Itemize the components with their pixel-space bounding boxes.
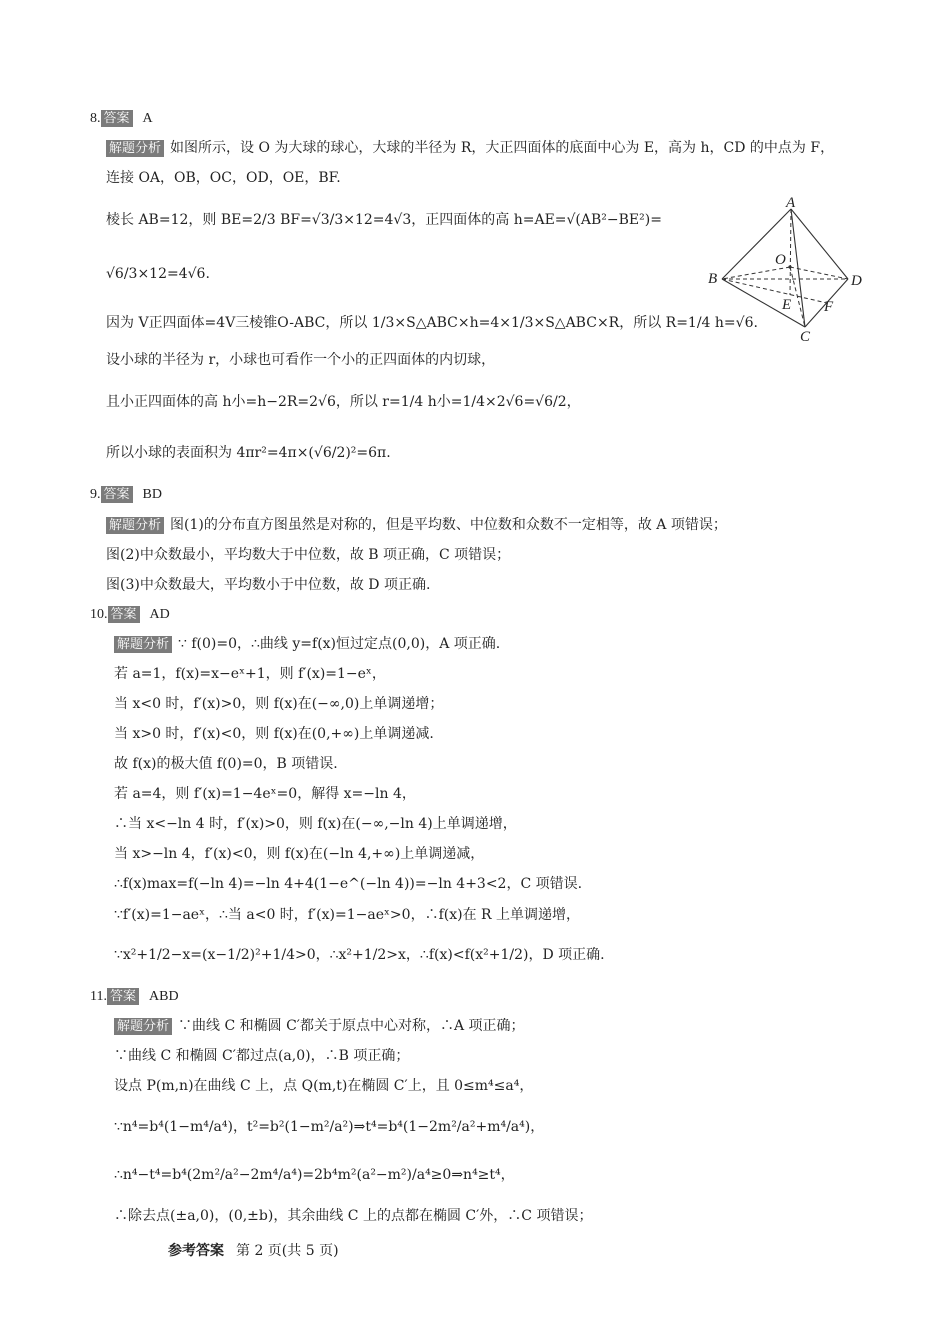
q11-line-4: ∵n⁴=b⁴(1−m⁴/a⁴)，t²=b²(1−m²/a²)⇒t⁴=b⁴(1−2m²/a²+m⁴/a⁴)，: [114, 1119, 545, 1135]
q11-line-1: 解题分析 ∵曲线 C 和椭圆 C′都关于原点中心对称，∴A 项正确；: [114, 1016, 525, 1036]
q8-header: [90, 108, 153, 129]
q9-header: [90, 484, 162, 505]
q11-answer: ABD: [149, 989, 179, 1004]
q10-line-2: 若 a=1，f(x)=x−eˣ+1，则 f′(x)=1−eˣ，: [114, 666, 386, 682]
q10-number: 10.: [90, 607, 108, 622]
q10-line-7: ∴当 x<−ln 4 时，f′(x)>0，则 f(x)在(−∞,−ln 4)上单调递增，: [114, 816, 517, 832]
q9-number: 9.: [90, 487, 101, 502]
q8-line-4: √6/3×12=4√6.: [106, 266, 210, 282]
analysis-tag: 解题分析: [114, 1018, 172, 1035]
vertex-b-label: B: [708, 271, 718, 287]
q11-line-6: ∴除去点(±a,0)，(0,±b)，其余曲线 C 上的点都在椭圆 C′外，∴C 项错误；: [114, 1208, 593, 1224]
q9-answer: BD: [142, 487, 162, 502]
q8-answer: A: [142, 111, 153, 126]
answer-tag: 答案: [107, 988, 139, 1005]
q8-line-5: 因为 V正四面体=4V三棱锥O-ABC，所以 1/3×S△ABC×h=4×1/3×S△ABC×R，所以 R=1/4 h=√6.: [106, 315, 758, 331]
q8-line-2: 连接 OA，OB，OC，OD，OE，BF.: [106, 170, 341, 186]
q10-line-10: ∵f′(x)=1−aeˣ，∴当 a<0 时，f′(x)=1−aeˣ>0，∴f(x)在 R 上单调递增，: [114, 907, 581, 923]
q10-line-5: 故 f(x)的极大值 f(0)=0，B 项错误.: [114, 756, 338, 772]
q8-line-7: 且小正四面体的高 h小=h−2R=2√6，所以 r=1/4 h小=1/4×2√6=√6/2，: [106, 394, 581, 410]
q8-line-6: 设小球的半径为 r，小球也可看作一个小的正四面体的内切球，: [106, 352, 496, 368]
vertex-c-label: C: [800, 329, 811, 345]
vertex-d-label: D: [851, 273, 862, 289]
q11-line-2: ∵曲线 C 和椭圆 C′都过点(a,0)，∴B 项正确；: [114, 1048, 410, 1064]
vertex-a-label: A: [786, 195, 796, 211]
q8-line-1: 解题分析 如图所示，设 O 为大球的球心，大球的半径为 R，大正四面体的底面中心为 E，高为 h，CD 的中点为 F，: [106, 138, 834, 158]
q9-line-3: 图(3)中众数最大，平均数小于中位数，故 D 项正确.: [106, 577, 431, 593]
q10-header: [90, 604, 170, 625]
q10-line-11: ∵x²+1/2−x=(x−1/2)²+1/4>0，∴x²+1/2>x，∴f(x)<f(x²+1/2)，D 项正确.: [114, 947, 605, 963]
q9-line-1: 解题分析 图(1)的分布直方图虽然是对称的，但是平均数、中位数和众数不一定相等，故 A 项错误；: [106, 515, 727, 535]
q11-number: 11.: [90, 989, 107, 1004]
q9-line-2: 图(2)中众数最小，平均数大于中位数，故 B 项正确，C 项错误；: [106, 547, 511, 563]
q11-line-5: ∴n⁴−t⁴=b⁴(2m²/a²−2m⁴/a⁴)=2b⁴m²(a²−m²)/a⁴≥0⇒n⁴≥t⁴，: [114, 1167, 515, 1183]
q10-line-9: ∴f(x)max=f(−ln 4)=−ln 4+4(1−e^(−ln 4))=−ln 4+3<2，C 项错误.: [114, 876, 583, 892]
q8-line-8: 所以小球的表面积为 4πr²=4π×(√6/2)²=6π.: [106, 445, 391, 461]
answer-tag: 答案: [101, 486, 133, 503]
answer-tag: 答案: [101, 110, 133, 127]
q11-line-3: 设点 P(m,n)在曲线 C 上，点 Q(m,t)在椭圆 C′上，且 0≤m⁴≤a⁴，: [114, 1078, 534, 1094]
q10-line-4: 当 x>0 时，f′(x)<0，则 f(x)在(0,+∞)上单调递减.: [114, 726, 434, 742]
point-o-label: O: [775, 252, 786, 268]
q10-line-1: 解题分析 ∵ f(0)=0，∴曲线 y=f(x)恒过定点(0,0)，A 项正确.: [114, 634, 500, 654]
q8-line-3: 棱长 AB=12，则 BE=2/3 BF=√3/3×12=4√3，正四面体的高 h=AE=√(AB²−BE²)=: [106, 212, 662, 228]
point-f-label: F: [824, 299, 834, 315]
page-footer: [168, 1240, 339, 1260]
q11-header: [90, 986, 179, 1007]
answer-tag: 答案: [108, 606, 140, 623]
analysis-tag: 解题分析: [106, 140, 164, 157]
page-number: 第 2 页(共 5 页): [236, 1243, 339, 1259]
q10-answer: AD: [149, 607, 170, 622]
q8-number: 8.: [90, 111, 101, 126]
q10-line-8: 当 x>−ln 4，f′(x)<0，则 f(x)在(−ln 4,+∞)上单调递减，: [114, 846, 485, 862]
q10-line-3: 当 x<0 时，f′(x)>0，则 f(x)在(−∞,0)上单调递增；: [114, 696, 444, 712]
tetrahedron-figure: [700, 195, 870, 345]
point-e-label: E: [782, 297, 792, 313]
footer-title: 参考答案: [168, 1243, 224, 1259]
q10-line-6: 若 a=4，则 f′(x)=1−4eˣ=0，解得 x=−ln 4，: [114, 786, 416, 802]
analysis-tag: 解题分析: [106, 517, 164, 534]
analysis-tag: 解题分析: [114, 636, 172, 653]
